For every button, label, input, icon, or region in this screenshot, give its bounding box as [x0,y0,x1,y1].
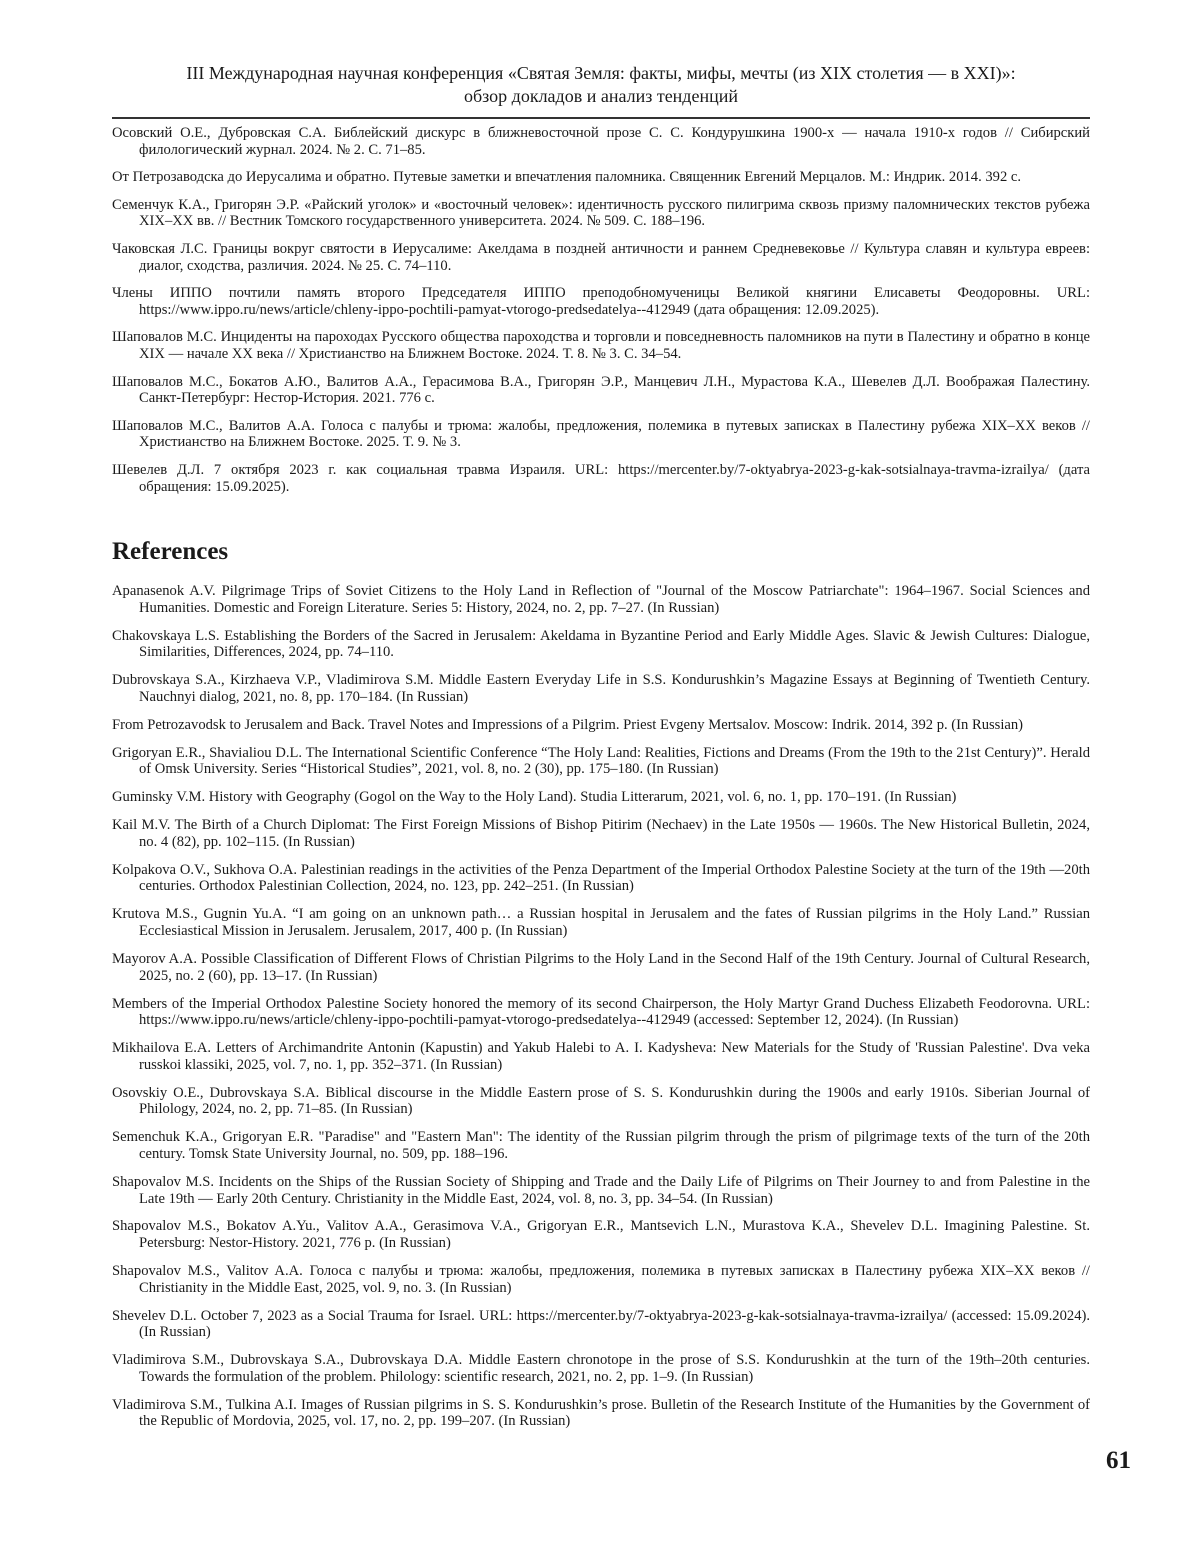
reference-item: Mayorov A.A. Possible Classification of Different Flows of Christian Pilgrims to the Holy Land in the Second Half of the 19th Century. Journal of Cultural Research, 2025, no. 2 (60), pp. 13–17. (In Russian) [112,951,1090,984]
reference-item: Shapovalov M.S. Incidents on the Ships of the Russian Society of Shipping and Trade and the Daily Life of Pilgrims on Their Journey to and from Palestine in the Late 19th — Early 20th Century. Christianity in the Middle East, 2024, vol. 8, no. 3, pp. 34–54. (In Russian) [112,1174,1090,1207]
reference-item: Шевелев Д.Л. 7 октября 2023 г. как социальная травма Израиля. URL: https://mercenter.by/7-oktyabrya-2023-g-kak-sotsialnaya-travma-izrailya/ (дата обращения: 15.09.2025). [112,462,1090,495]
header-rule [112,117,1090,119]
reference-item: Члены ИППО почтили память второго Председателя ИППО преподобномученицы Великой княгини Елисаветы Феодоровны. URL: https://www.ippo.ru/news/article/chleny-ippo-pochtili-pamyat-vtorogo-predsedatelya--412949 (дата обращения: 12.09.2025). [112,285,1090,318]
reference-item: Semenchuk K.A., Grigoryan E.R. "Paradise" and "Eastern Man": The identity of the Russian pilgrim through the prism of pilgrimage texts of the turn of the 20th century. Tomsk State University Journal, no. 509, pp. 188–196. [112,1129,1090,1162]
reference-item: Шаповалов М.С. Инциденты на пароходах Русского общества пароходства и торговли и повседневность паломников на пути в Палестину и обратно в конце XIX — начале XX века // Христианство на Ближнем Востоке. 2024. Т. 8. № 3. С. 34–54. [112,329,1090,362]
reference-item: Osovskiy O.E., Dubrovskaya S.A. Biblical discourse in the Middle Eastern prose of S. S. Kondurushkin during the 1900s and early 1910s. Siberian Journal of Philology, 2024, no. 2, pp. 71–85. (In Russian) [112,1085,1090,1118]
reference-item: Vladimirova S.M., Dubrovskaya S.A., Dubrovskaya D.A. Middle Eastern chronotope in the prose of S.S. Kondurushkin at the turn of the 19th–20th centuries. Towards the formulation of the problem. Philology: scientific research, 2021, no. 2, pp. 1–9. (In Russian) [112,1352,1090,1385]
reference-item: Krutova M.S., Gugnin Yu.A. “I am going on an unknown path… a Russian hospital in Jerusalem and the fates of Russian pilgrims in the Holy Land.” Russian Ecclesiastical Mission in Jerusalem. Jerusalem, 2017, 400 p. (In Russian) [112,906,1090,939]
reference-item: От Петрозаводска до Иерусалима и обратно. Путевые заметки и впечатления паломника. Священник Евгений Мерцалов. М.: Индрик. 2014. 392 с. [112,169,1090,186]
reference-item: Shapovalov M.S., Bokatov A.Yu., Valitov A.A., Gerasimova V.A., Grigoryan E.R., Mantsevich L.N., Murastova K.A., Shevelev D.L. Imagining Palestine. St. Petersburg: Nestor-History. 2021, 776 p. (In Russian) [112,1218,1090,1251]
reference-item: From Petrozavodsk to Jerusalem and Back. Travel Notes and Impressions of a Pilgrim. Priest Evgeny Mertsalov. Moscow: Indrik. 2014, 392 p. (In Russian) [112,717,1090,734]
running-head-line-2: обзор докладов и анализ тенденций [112,85,1090,108]
reference-item: Осовский О.Е., Дубровская С.А. Библейский дискурс в ближневосточной прозе С. С. Кондурушкина 1900-х — начала 1910-х годов // Сибирский филологический журнал. 2024. № 2. С. 71–85. [112,125,1090,158]
reference-item: Chakovskaya L.S. Establishing the Borders of the Sacred in Jerusalem: Akeldama in Byzantine Period and Early Middle Ages. Slavic & Jewish Cultures: Dialogue, Similarities, Differences, 2024, pp. 74–110. [112,628,1090,661]
reference-item: Shevelev D.L. October 7, 2023 as a Social Trauma for Israel. URL: https://mercenter.by/7-oktyabrya-2023-g-kak-sotsialnaya-travma-izrailya/ (accessed: 15.09.2024). (In Russian) [112,1308,1090,1341]
reference-item: Шаповалов М.С., Бокатов А.Ю., Валитов А.А., Герасимова В.А., Григорян Э.Р., Манцевич Л.Н., Мурастова К.А., Шевелев Д.Л. Воображая Палестину. Санкт-Петербург: Нестор-История. 2021. 776 с. [112,374,1090,407]
reference-item: Mikhailova E.A. Letters of Archimandrite Antonin (Kapustin) and Yakub Halebi to A. I. Kadysheva: New Materials for the Study of 'Russian Palestine'. Dva veka russkoi klassiki, 2025, vol. 7, no. 1, pp. 352–371. (In Russian) [112,1040,1090,1073]
references-heading: References [112,538,228,566]
reference-item: Vladimirova S.M., Tulkina A.I. Images of Russian pilgrims in S. S. Kondurushkin’s prose. Bulletin of the Research Institute of the Humanities by the Government of the Republic of Mordovia, 2025, vol. 17, no. 2, pp. 199–207. (In Russian) [112,1397,1090,1430]
reference-item: Apanasenok A.V. Pilgrimage Trips of Soviet Citizens to the Holy Land in Reflection of "Journal of the Moscow Patriarchate": 1964–1967. Social Sciences and Humanities. Domestic and Foreign Literature. Series 5: History, 2024, no. 2, pp. 7–27. (In Russian) [112,583,1090,616]
english-reference-list [112,583,1090,1441]
running-head-line-1: III Международная научная конференция «Святая Земля: факты, мифы, мечты (из XIX столетия — в XXI)»: [112,62,1090,85]
reference-item: Grigoryan E.R., Shavialiou D.L. The International Scientific Conference “The Holy Land: Realities, Fictions and Dreams (From the 19th to the 21st Century)”. Herald of Omsk University. Series “Historical Studies”, 2021, vol. 8, no. 2 (30), pp. 175–180. (In Russian) [112,745,1090,778]
reference-item: Kolpakova O.V., Sukhova O.A. Palestinian readings in the activities of the Penza Department of the Imperial Orthodox Palestine Society at the turn of the 19th —20th centuries. Orthodox Palestinian Collection, 2024, no. 123, pp. 242–251. (In Russian) [112,862,1090,895]
journal-page [0,0,1200,1553]
reference-item: Kail M.V. The Birth of a Church Diplomat: The First Foreign Missions of Bishop Pitirim (Nechaev) in the Late 1950s — 1960s. The New Historical Bulletin, 2024, no. 4 (82), pp. 102–115. (In Russian) [112,817,1090,850]
russian-reference-list [112,125,1090,506]
reference-item: Dubrovskaya S.A., Kirzhaeva V.P., Vladimirova S.M. Middle Eastern Everyday Life in S.S. Kondurushkin’s Magazine Essays at Beginning of Twentieth Century. Nauchnyi dialog, 2021, no. 8, pp. 170–184. (In Russian) [112,672,1090,705]
running-head [112,62,1090,108]
reference-item: Чаковская Л.С. Границы вокруг святости в Иерусалиме: Акелдама в поздней античности и раннем Средневековье // Культура славян и культура евреев: диалог, сходства, различия. 2024. № 25. С. 74–110. [112,241,1090,274]
page-number: 61 [1106,1447,1131,1475]
reference-item: Guminsky V.M. History with Geography (Gogol on the Way to the Holy Land). Studia Litterarum, 2021, vol. 6, no. 1, pp. 170–191. (In Russian) [112,789,1090,806]
reference-item: Шаповалов М.С., Валитов А.А. Голоса с палубы и трюма: жалобы, предложения, полемика в путевых записках в Палестину рубежа XIX–XX веков // Христианство на Ближнем Востоке. 2025. Т. 9. № 3. [112,418,1090,451]
reference-item: Shapovalov M.S., Valitov A.A. Голоса с палубы и трюма: жалобы, предложения, полемика в путевых записках в Палестину рубежа XIX–XX веков // Christianity in the Middle East, 2025, vol. 9, no. 3. (In Russian) [112,1263,1090,1296]
reference-item: Members of the Imperial Orthodox Palestine Society honored the memory of its second Chairperson, the Holy Martyr Grand Duchess Elizabeth Feodorovna. URL: https://www.ippo.ru/news/article/chleny-ippo-pochtili-pamyat-vtorogo-predsedatelya--412949 (accessed: September 12, 2024). (In Russian) [112,996,1090,1029]
reference-item: Семенчук К.А., Григорян Э.Р. «Райский уголок» и «восточный человек»: идентичность русского пилигрима сквозь призму паломнических текстов рубежа XIX–XX вв. // Вестник Томского государственного университета. 2024. № 509. С. 188–196. [112,197,1090,230]
